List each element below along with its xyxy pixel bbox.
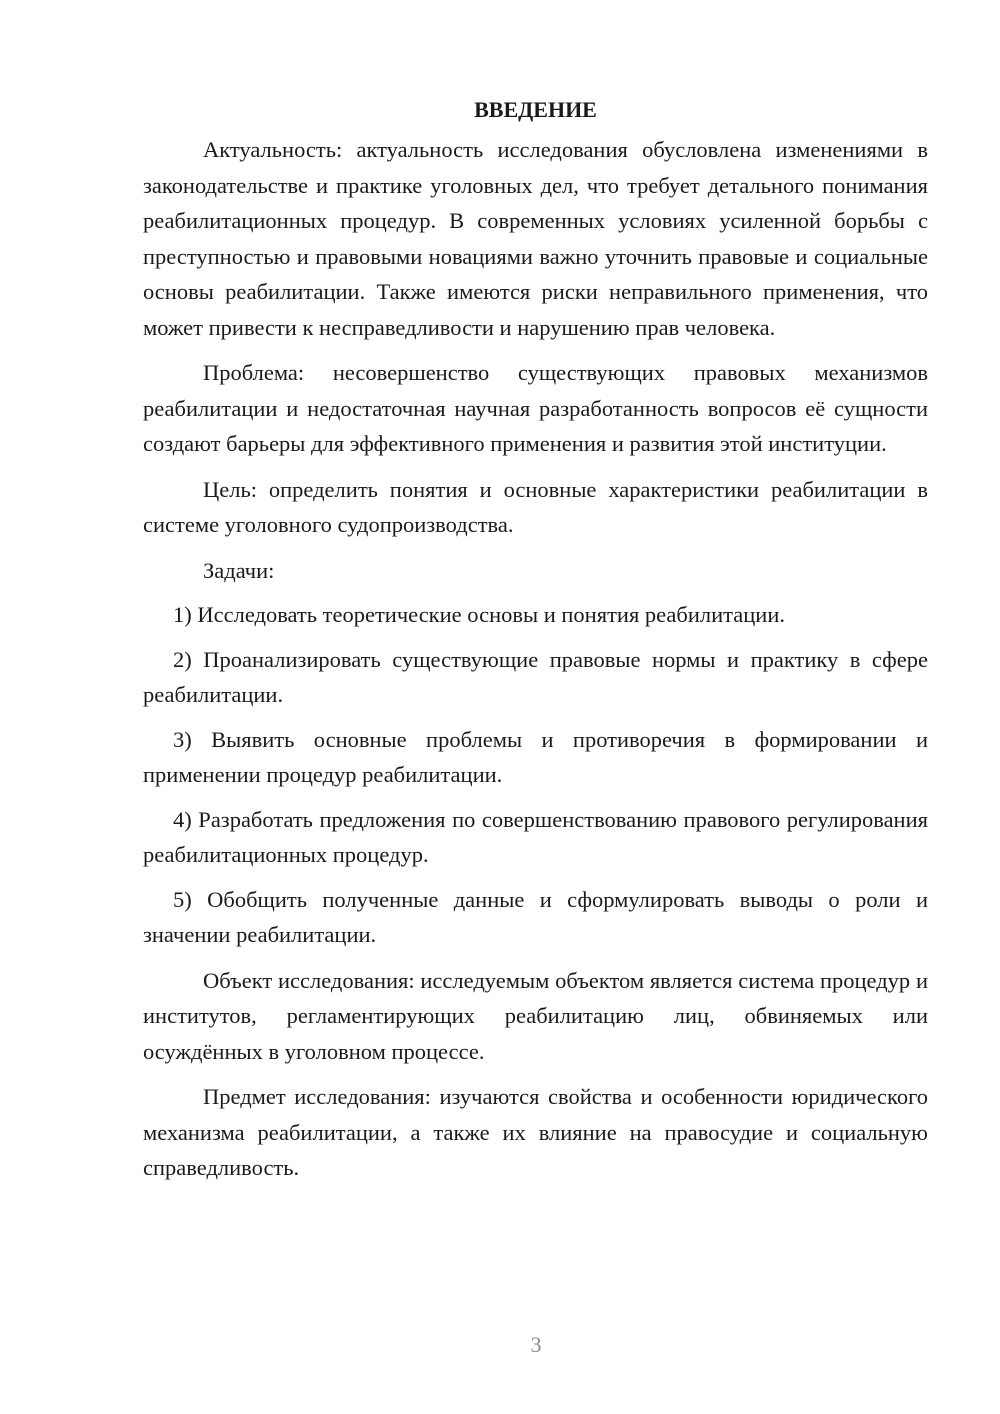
paragraph-problem: Проблема: несовершенство существующих правовых механизмов реабилитации и недостаточная научная разработанность вопросов её сущности создают барьеры для эффективного применения и развития этой институции. (143, 360, 928, 456)
page-number: 3 (530, 1332, 542, 1357)
paragraph-goal: Цель: определить понятия и основные характеристики реабилитации в системе уголовного судопроизводства. (143, 476, 928, 537)
task-item-2: 2) Проанализировать существующие правовые нормы и практику в сфере реабилитации. (143, 646, 928, 707)
task-item-5: 5) Обобщить полученные данные и сформулировать выводы о роли и значении реабилитации. (143, 886, 928, 947)
task-item-1: 1) Исследовать теоретические основы и понятия реабилитации. (173, 602, 786, 627)
paragraph-relevance: Актуальность: актуальность исследования обусловлена изменениями в законодательстве и практике уголовных дел, что требует детального понимания реабилитационных процедур. В современных условиях усиленной борьбы с преступностью и правовыми новациями важно уточнить правовые и социальные основы реабилитации. Также имеются риски неправильного применения, что может привести к несправедливости и нарушению прав человека. (143, 137, 928, 340)
document-page (143, 92, 928, 1186)
paragraph-subject: Предмет исследования: изучаются свойства и особенности юридического механизма реабилитации, а также их влияние на правосудие и социальную справедливость. (143, 1084, 928, 1180)
paragraph-object: Объект исследования: исследуемым объектом является система процедур и институтов, регламентирующих реабилитацию лиц, обвиняемых или осуждённых в уголовном процессе. (143, 967, 928, 1064)
task-item-3: 3) Выявить основные проблемы и противоречия в формировании и применении процедур реабилитации. (143, 726, 928, 787)
tasks-heading: Задачи: (203, 557, 275, 583)
page-title: ВВЕДЕНИЕ (474, 97, 597, 122)
task-item-4: 4) Разработать предложения по совершенствованию правового регулирования реабилитационных процедур. (143, 806, 928, 867)
